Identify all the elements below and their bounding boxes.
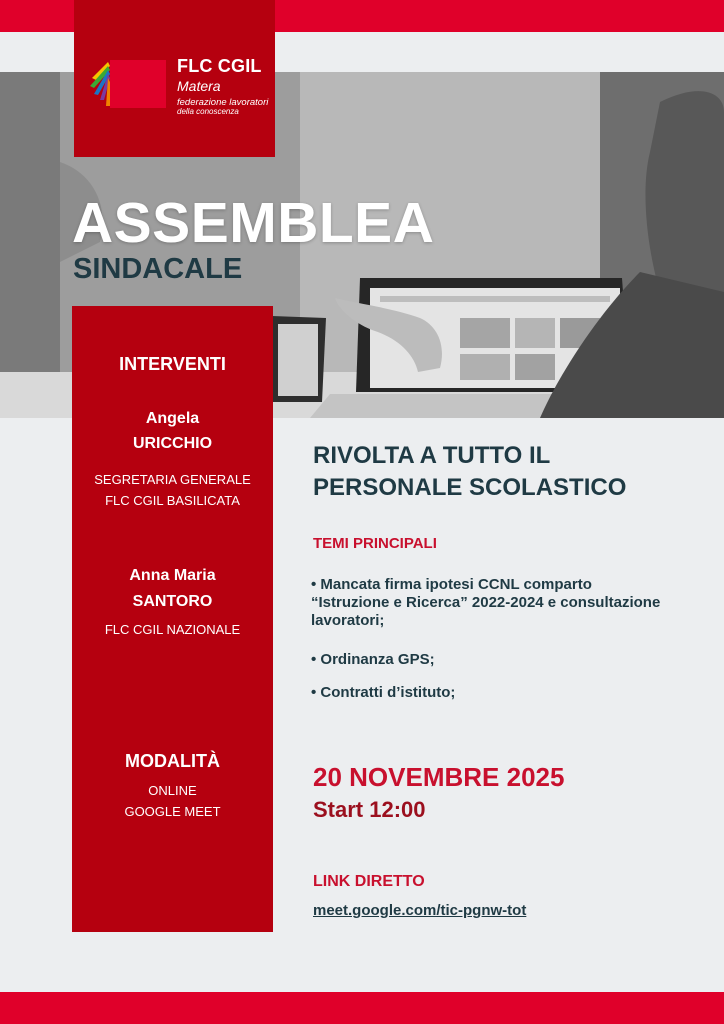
mode-heading: MODALITÀ [125, 751, 220, 771]
brand-city: Matera [177, 78, 221, 94]
left-info-panel [72, 306, 273, 932]
speaker-2-first-name: Anna Maria [129, 567, 216, 584]
meet-link[interactable]: meet.google.com/tic-pgnw-tot [313, 902, 527, 919]
target-line1: RIVOLTA A TUTTO IL [313, 442, 551, 469]
brand-tagline-line2: della conoscenza [177, 107, 239, 116]
speaker-1-role-line2: FLC CGIL BASILICATA [105, 493, 240, 508]
theme-item: • Ordinanza GPS; [311, 651, 435, 668]
speaker-2-last-name: SANTORO [132, 593, 213, 610]
target-audience-title [313, 440, 713, 504]
interventions-heading: INTERVENTI [119, 354, 226, 374]
speaker-1-first-name: Angela [145, 410, 200, 427]
bottom-red-band [0, 992, 724, 1024]
speaker-2-role-line1: FLC CGIL NAZIONALE [104, 622, 241, 637]
logo-block [74, 0, 275, 157]
headline-subtitle: SINDACALE [73, 253, 243, 285]
mode-line1: ONLINE [148, 783, 197, 798]
brand-tagline-line1: federazione lavoratori [177, 97, 269, 108]
theme-item: • Mancata firma ipotesi CCNL comparto “Istruzione e Ricerca” 2022-2024 e consultazione lavoratori; [311, 576, 661, 629]
target-line2: PERSONALE SCOLASTICO [313, 474, 627, 501]
flc-logo-icon [88, 56, 168, 112]
event-start-time: Start 12:00 [313, 797, 426, 822]
themes-label: TEMI PRINCIPALI [313, 535, 437, 552]
speaker-1-last-name: URICCHIO [132, 435, 213, 452]
speaker-1-role-line1: SEGRETARIA GENERALE [94, 472, 251, 487]
mode-line2: GOOGLE MEET [124, 804, 221, 819]
link-label: LINK DIRETTO [313, 873, 425, 890]
theme-item: • Contratti d’istituto; [311, 684, 456, 701]
event-date: 20 NOVEMBRE 2025 [313, 762, 565, 792]
headline-title: ASSEMBLEA [72, 191, 435, 255]
brand-name: FLC CGIL [177, 56, 262, 76]
